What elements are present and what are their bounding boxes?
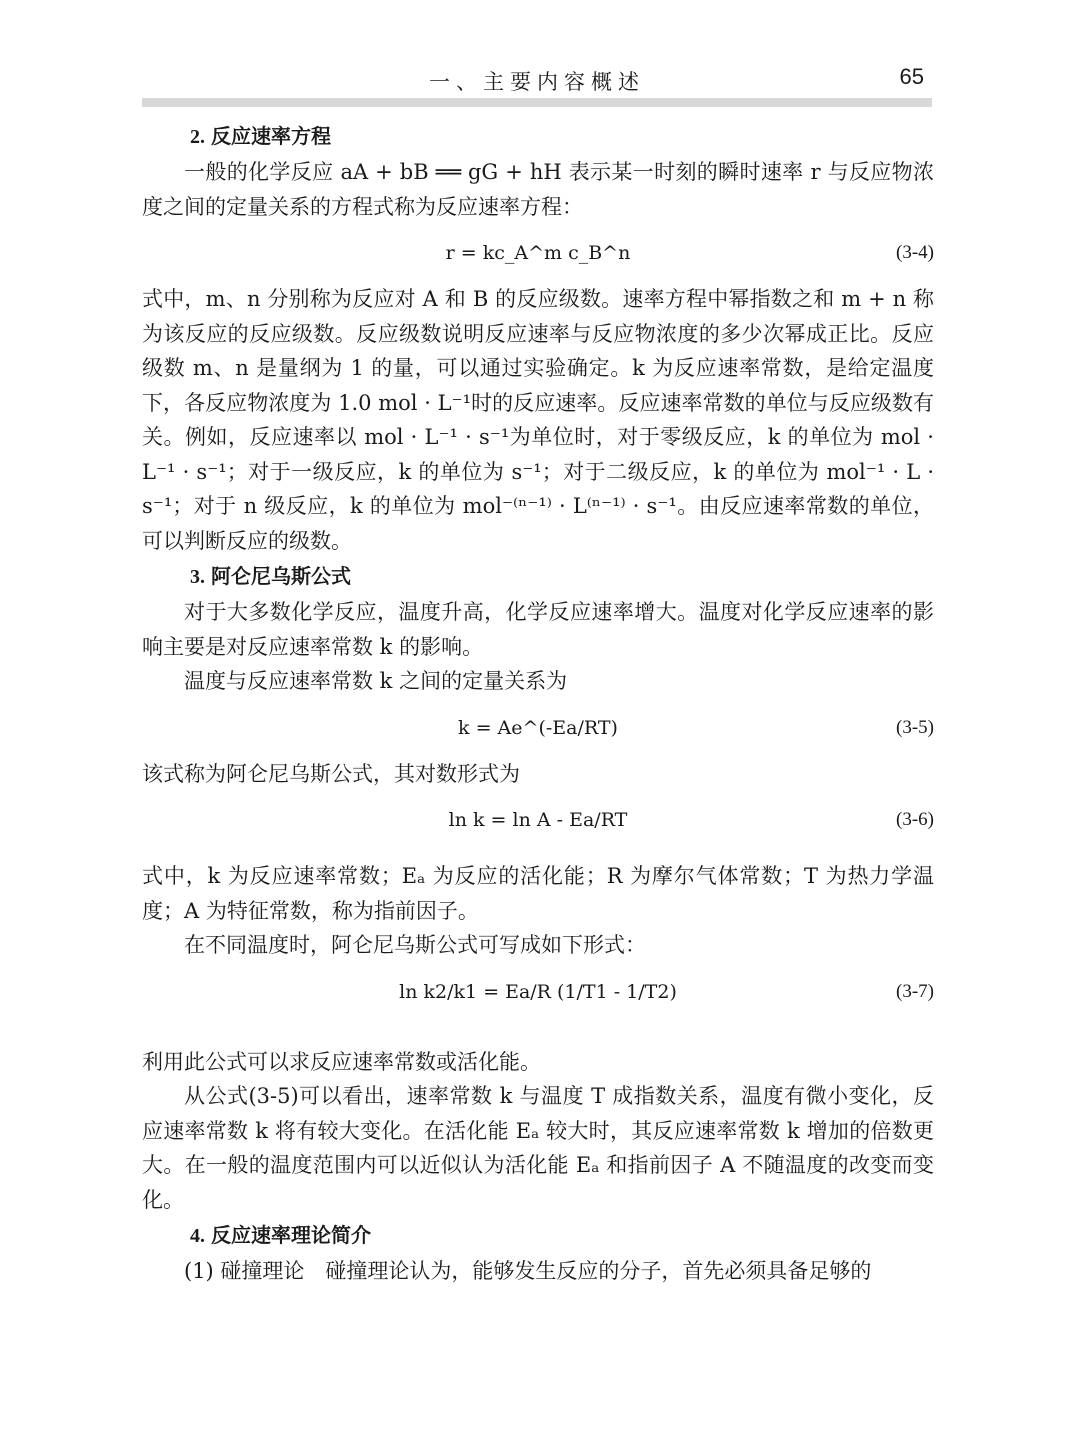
page-number: 65 [899, 64, 924, 89]
section-2-heading [142, 118, 934, 155]
equation-3-4 [142, 228, 934, 278]
section-4-number: 4. [190, 1225, 205, 1247]
section-2-number: 2. [190, 126, 205, 148]
equation-3-7-expr: ln k2/k1 = Ea/R (1/T1 - 1/T2) [399, 980, 677, 1003]
section-2-title: 反应速率方程 [211, 124, 331, 148]
section-3-number: 3. [190, 566, 205, 588]
section-3-p3: 该式称为阿仑尼乌斯公式，其对数形式为 [142, 761, 520, 786]
section-3-p6: 利用此公式可以求反应速率常数或活化能。 [142, 1049, 541, 1074]
section-3-p1: 对于大多数化学反应，温度升高，化学反应速率增大。温度对化学反应速率的影响主要是对反应速率常数 k 的影响。 [142, 600, 934, 659]
equation-3-5-number: (3-5) [896, 716, 934, 738]
section-4-p1: (1) 碰撞理论 碰撞理论认为，能够发生反应的分子，首先必须具备足够的 [184, 1259, 872, 1283]
page-content [142, 118, 934, 1289]
header-rule [142, 98, 932, 107]
section-3-title: 阿仑尼乌斯公式 [211, 564, 351, 588]
section-3-p4: 式中，k 为反应速率常数；Eₐ 为反应的活化能；R 为摩尔气体常数；T 为热力学温度；A 为特征常数，称为指前因子。 [142, 864, 934, 923]
section-2-body: 式中，m、n 分别称为反应对 A 和 B 的反应级数。速率方程中幂指数之和 m + n 称为该反应的反应级数。反应级数说明反应速率与反应物浓度的多少次幂成正比。反应级数 m、n 是量纲为 1 的量，可以通过实验确定。k 为反应速率常数，是给定温度下，各反应物浓度为 1.0 mol · L⁻¹时的反应速率。反应速率常数的单位与反应级数有关。例如，反应速率以 mol · L⁻¹ · s⁻¹为单位时，对于零级反应，k 的单位为 mol · L⁻¹ · s⁻¹；对于一级反应，k 的单位为 s⁻¹；对于二级反应，k 的单位为 mol⁻¹ · L · s⁻¹；对于 n 级反应，k 的单位为 mol⁻⁽ⁿ⁻¹⁾ · L⁽ⁿ⁻¹⁾ · s⁻¹。由反应速率常数的单位，可以判断反应的级数。 [142, 287, 934, 553]
equation-3-6 [142, 795, 934, 855]
equation-3-5 [142, 703, 934, 753]
section-4-title: 反应速率理论简介 [211, 1223, 371, 1247]
equation-3-4-number: (3-4) [896, 242, 934, 263]
section-4-heading [142, 1217, 934, 1254]
running-header [142, 62, 932, 102]
equation-3-5-expr: k = Ae^(-Ea/RT) [458, 716, 618, 739]
equation-3-7-number: (3-7) [896, 980, 934, 1002]
section-3-p7: 从公式(3-5)可以看出，速率常数 k 与温度 T 成指数关系，温度有微小变化，反应速率常数 k 将有较大变化。在活化能 Eₐ 较大时，其反应速率常数 k 增加的倍数更大。在一般的温度范围内可以近似认为活化能 Eₐ 和指前因子 A 不随温度的改变而变化。 [142, 1084, 934, 1212]
equation-3-6-expr: ln k = ln A - Ea/RT [448, 809, 628, 831]
equation-3-4-expr: r = kc_A^m c_B^n [445, 242, 631, 264]
section-3-heading [142, 558, 934, 595]
equation-3-6-number: (3-6) [896, 809, 934, 830]
equation-3-7 [142, 967, 934, 1041]
section-3-p5: 在不同温度时，阿仑尼乌斯公式可写成如下形式： [184, 933, 646, 957]
section-3-p2: 温度与反应速率常数 k 之间的定量关系为 [184, 669, 568, 693]
header-title: 一、主要内容概述 [429, 70, 645, 94]
section-2-intro: 一般的化学反应 aA + bB ══ gG + hH 表示某一时刻的瞬时速率 r 与反应物浓度之间的定量关系的方程式称为反应速率方程： [142, 160, 934, 219]
